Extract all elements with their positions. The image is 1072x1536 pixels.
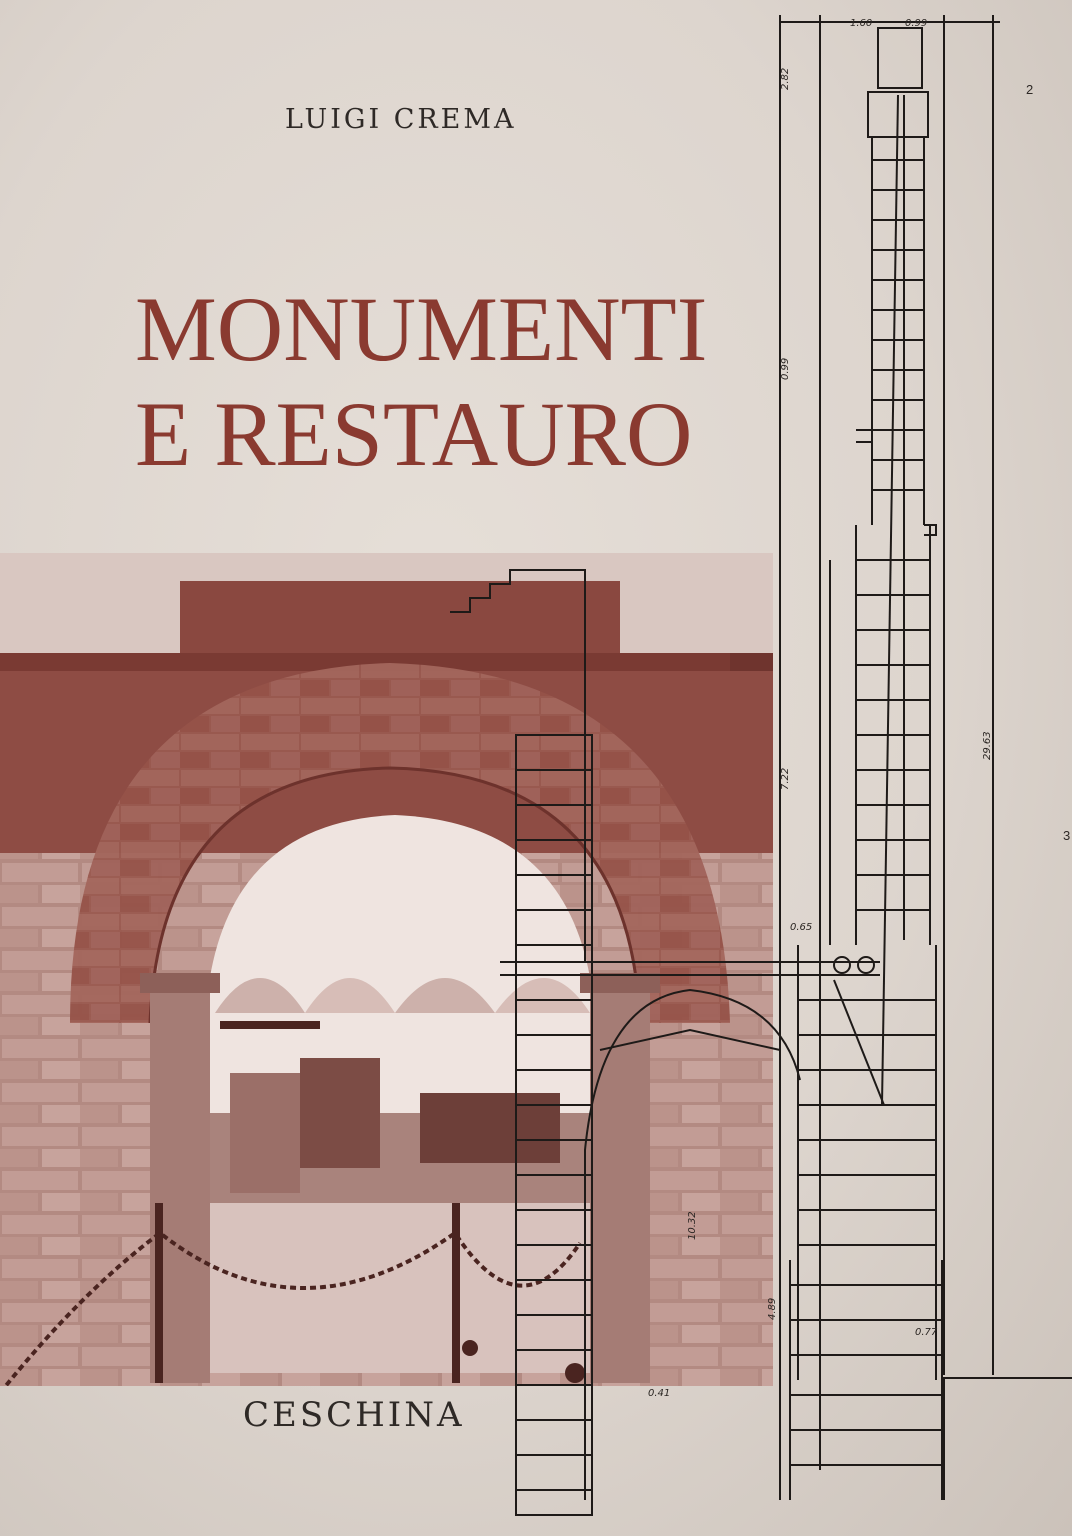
title-line-2: E RESTAURO — [135, 383, 693, 485]
dimension-label: 10.32 — [687, 1211, 698, 1240]
dimension-label: 0.41 — [648, 1388, 671, 1399]
publisher-name: CESCHINA — [243, 1395, 465, 1435]
page-mark: 3 — [1063, 828, 1071, 843]
dimension-label: 0.77 — [915, 1327, 938, 1338]
dimension-label: 2.82 — [780, 67, 791, 90]
dimension-label: 0.99 — [780, 357, 791, 380]
dimension-label: 1.60 — [850, 18, 873, 29]
title-line-1: MONUMENTI — [135, 278, 708, 380]
page-mark: 2 — [1026, 82, 1034, 97]
author-name: LUIGI CREMA — [285, 104, 517, 135]
dimension-label: 0.99 — [905, 18, 928, 29]
dimension-label: 0.65 — [790, 922, 813, 933]
dimension-label: 4.89 — [767, 1297, 778, 1320]
dimension-label: 29.63 — [982, 731, 993, 760]
dimension-label: 7.22 — [780, 767, 791, 790]
